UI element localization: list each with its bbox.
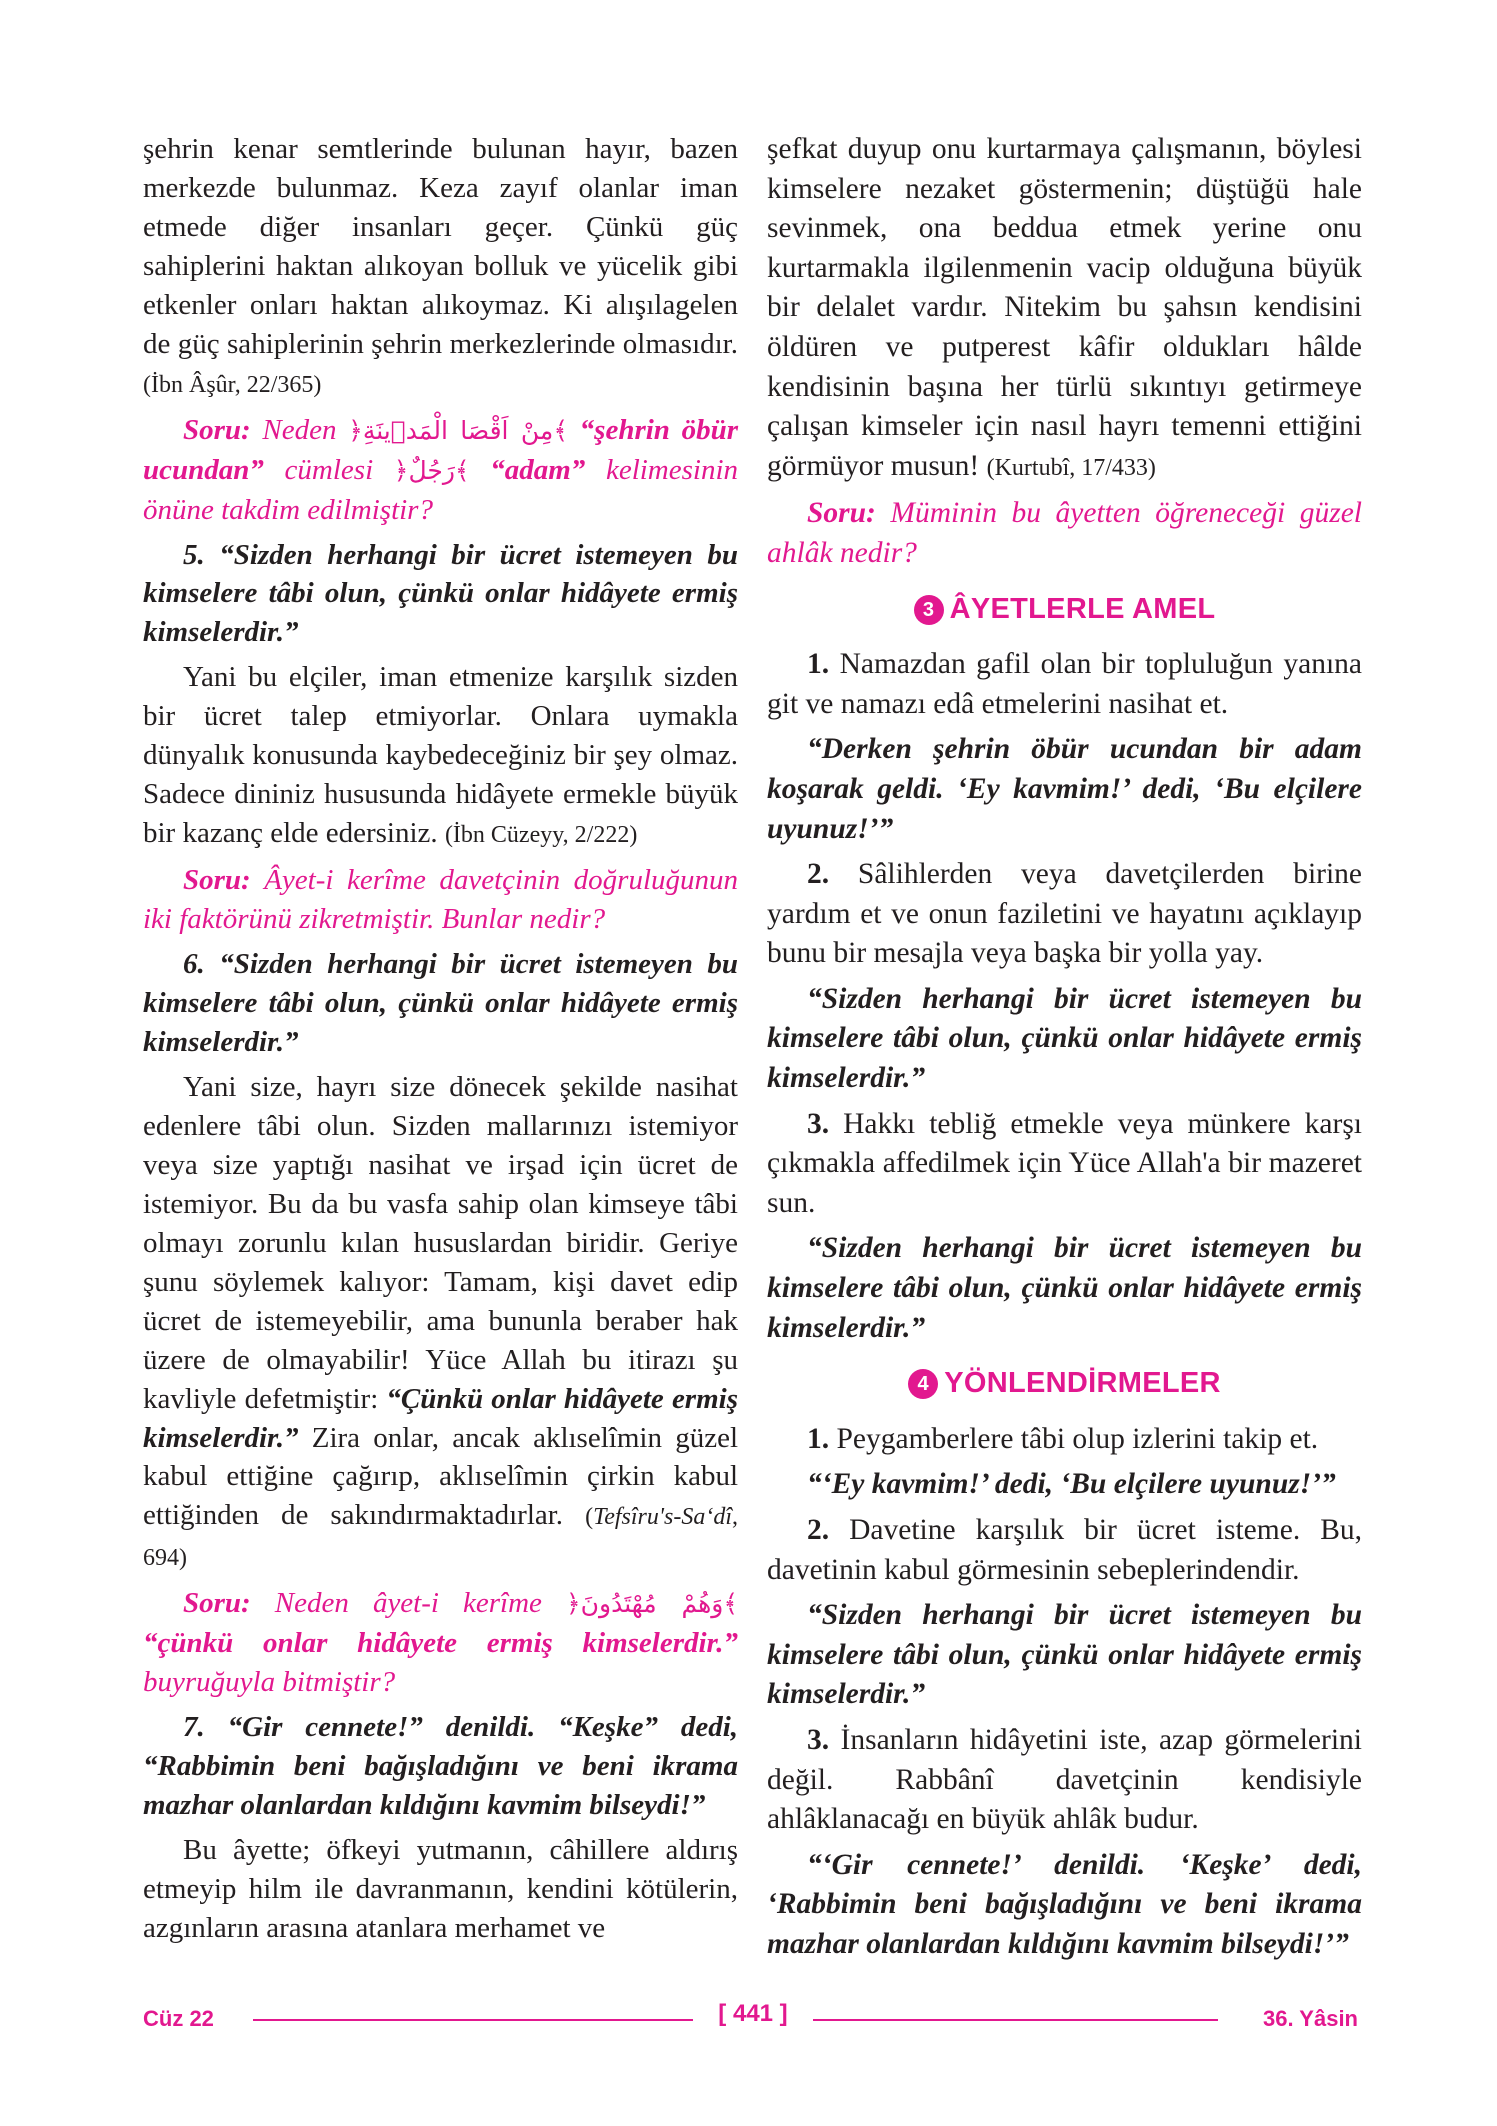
footer-surah: 36. Yâsin (1263, 2006, 1358, 2031)
footer-juz: Cüz 22 (143, 2006, 214, 2031)
arabic-phrase: ﴿وَهُمْ مُهْتَدُونَ﴾ (566, 1589, 739, 1619)
question-label: Soru: (183, 864, 251, 897)
list-item: 1. Peygamberlere tâbi olup izlerini takip et. (807, 1422, 1319, 1455)
paragraph: Bu âyette; öfkeyi yutmanın, câhillere aldırış etmeyip hilm ile davranmanın, kendini kötülerin, azgınların arasına atanlara merhamet ve (143, 1834, 738, 1944)
verse-quote: “‘Ey kavmim!’ dedi, ‘Bu elçilere uyunuz!’” (807, 1468, 1336, 1501)
verse-quote: “Sizden herhangi bir ücret istemeyen bu kimselere tâbi olun, çünkü onlar hidâyete ermiş kimselerdir.” (767, 982, 1362, 1095)
verse-heading: 5. “Sizden herhangi bir ücret istemeyen bu kimselere tâbi olun, çünkü onlar hidâyete ermiş kimselerdir.” (143, 538, 739, 649)
paragraph: şehrin kenar semtlerinde bulunan hayır, bazen merkezde bulunmaz. Keza zayıf olanlar iman etmede diğer insanları geçer. Çünkü güç sahiplerini haktan alıkoyan bolluk ve yücelik gibi etkenler onları haktan alıkoymaz. Ki alışılagelen de güç sahiplerinin şehrin merkezlerinde olmasıdır. (İbn Âşûr, 22/365) (143, 133, 738, 398)
list-item: 2. Sâlihlerden veya davetçilerden birine yardım et ve onun faziletini ve hayatını açıklayıp bunu bir mesajla veya başka bir yolla yay. (767, 858, 1363, 970)
list-item: 2. Davetine karşılık bir ücret isteme. Bu, davetinin kabul görmesinin sebeplerindendir. (767, 1514, 1362, 1586)
verse-quote: “Sizden herhangi bir ücret istemeyen bu kimselere tâbi olun, çünkü onlar hidâyete ermiş kimselerdir.” (767, 1232, 1362, 1344)
paragraph: Yani bu elçiler, iman etmenize karşılık sizden bir ücret talep etmiyorlar. Onlara uymakla dünyalık konusunda kaybedeceğiniz bir şey olmaz. Sadece dininiz hususunda hidâyete ermekle büyük bir kazanç elde edersiniz. (İbn Cüzeyy, 2/222) (143, 661, 738, 850)
question-block: Soru: Âyet-i kerîme davetçinin doğruluğunun iki faktörünü zikretmiştir. Bunlar nedir? (143, 864, 739, 936)
paragraph: Yani size, hayrı size dönecek şekilde nasihat edenlere tâbi olun. Sizden mallarınızı istemiyor veya size yaptığı nasihat ve irşad için ücret de istemiyor. Bu da bu vasfa sahip olan kimseye tâbi olmayı zorunlu kılan hususlardan biridir. Geriye şunu söylemek kalıyor: Tamam, kişi davet edip ücret de istemeyebilir, ama bununla beraber hak üzere de olmayabilir! Yüce Allah bu itirazı şu kavliyle defetmiştir: “Çünkü onlar hidâyete ermiş kimselerdir.” Zira onlar, ancak aklıselîmin güzel kabul ettiğine çağırıp, aklıselîmin çirkin kabul ettiğinden de sakındırmaktadırlar. (Tefsîru's-Sa‘dî, 694) (143, 1070, 738, 1572)
list-item: 1. Namazdan gafil olan bir topluluğun yanına git ve namazı edâ etmelerini nasihat et. (767, 648, 1363, 720)
question-block: Soru: Neden ﴿مِنْ اَقْصَا الْمَدٖينَةِ﴾ “şehrin öbür ucundan” cümlesi ﴿رَجُلٌ﴾ “adam” kelimesinin önüne takdim edilmiştir? (143, 413, 739, 526)
question-label: Soru: (807, 497, 876, 530)
section-heading (767, 1364, 1362, 1404)
arabic-phrase: ﴿رَجُلٌ﴾ (393, 455, 470, 485)
question-block: Soru: Müminin bu âyetten öğreneceği güzel ahlâk nedir? (767, 497, 1363, 569)
verse-quote: “Sizden herhangi bir ücret istemeyen bu kimselere tâbi olun, çünkü onlar hidâyete ermiş kimselerdir.” (767, 1599, 1362, 1711)
section-number-badge: 4 (908, 1369, 938, 1399)
section-heading (767, 590, 1362, 630)
citation: (İbn Cüzeyy, 2/222) (444, 822, 638, 849)
citation: (İbn Âşûr, 22/365) (143, 371, 322, 398)
citation: (Tefsîru's-Sa‘dî, 694) (143, 1504, 738, 1572)
paragraph: şefkat duyup onu kurtarmaya çalışmanın, böylesi kimselere nezaket göstermenin; düştüğü hale sevinmek, ona beddua etmek yerine onu kurtarmakla ilgilenmenin vacip olduğuna büyük bir delalet vardır. Nitekim bu şahsın kendisini öldüren ve putperest kâfir oldukları hâlde kendisinin başına her türlü sıkıntıyı getirmeye çalışan kimseler için nasıl hayrı temenni ettiğini görmüyor musun! (Kurtubî, 17/433) (767, 133, 1362, 482)
question-label: Soru: (183, 413, 251, 446)
verse-heading: 7. “Gir cennete!” denildi. “Keşke” dedi, “Rabbimin beni bağışladığını ve beni ikrama mazhar olanlardan kıldığını kavmim bilseydi!” (143, 1711, 739, 1822)
list-item: 3. Hakkı tebliğ etmekle veya münkere karşı çıkmakla affedilmek için Yüce Allah'a bir mazeret sun. (767, 1107, 1362, 1219)
footer-rule-right (813, 2019, 1218, 2021)
left-column (143, 130, 738, 1954)
page-footer (143, 2000, 1358, 2036)
verse-heading: 6. “Sizden herhangi bir ücret istemeyen bu kimselere tâbi olun, çünkü onlar hidâyete ermiş kimselerdir.” (143, 948, 739, 1058)
list-item: 3. İnsanların hidâyetini iste, azap görmelerini değil. Rabbânî davetçinin kendisiyle ahlâklanacağı en büyük ahlâk budur. (767, 1723, 1362, 1836)
section-title: YÖNLENDİRMELER (944, 1367, 1221, 1400)
page-number: [ 441 ] (718, 2000, 788, 2027)
right-column (767, 130, 1362, 1971)
verse-quote: “Derken şehrin öbür ucundan bir adam koşarak geldi. ‘Ey kavmim!’ dedi, ‘Bu elçilere uyunuz!’” (767, 733, 1362, 845)
section-number-badge: 3 (914, 595, 944, 625)
section-title: ÂYETLERLE AMEL (949, 592, 1216, 625)
verse-quote: “‘Gir cennete!’ denildi. ‘Keşke’ dedi, ‘Rabbimin beni bağışladığını ve beni ikrama mazhar olanlardan kıldığını kavmim bilseydi!’” (767, 1848, 1362, 1960)
question-label: Soru: (183, 1587, 251, 1620)
question-block: Soru: Neden âyet-i kerîme ﴿وَهُمْ مُهْتَدُونَ﴾ “çünkü onlar hidâyete ermiş kimselerdir.” buyruğuyla bitmiştir? (143, 1587, 739, 1699)
arabic-phrase: ﴿مِنْ اَقْصَا الْمَدٖينَةِ﴾ (348, 415, 568, 445)
footer-rule-left (253, 2019, 693, 2021)
citation: (Kurtubî, 17/433) (986, 454, 1156, 481)
